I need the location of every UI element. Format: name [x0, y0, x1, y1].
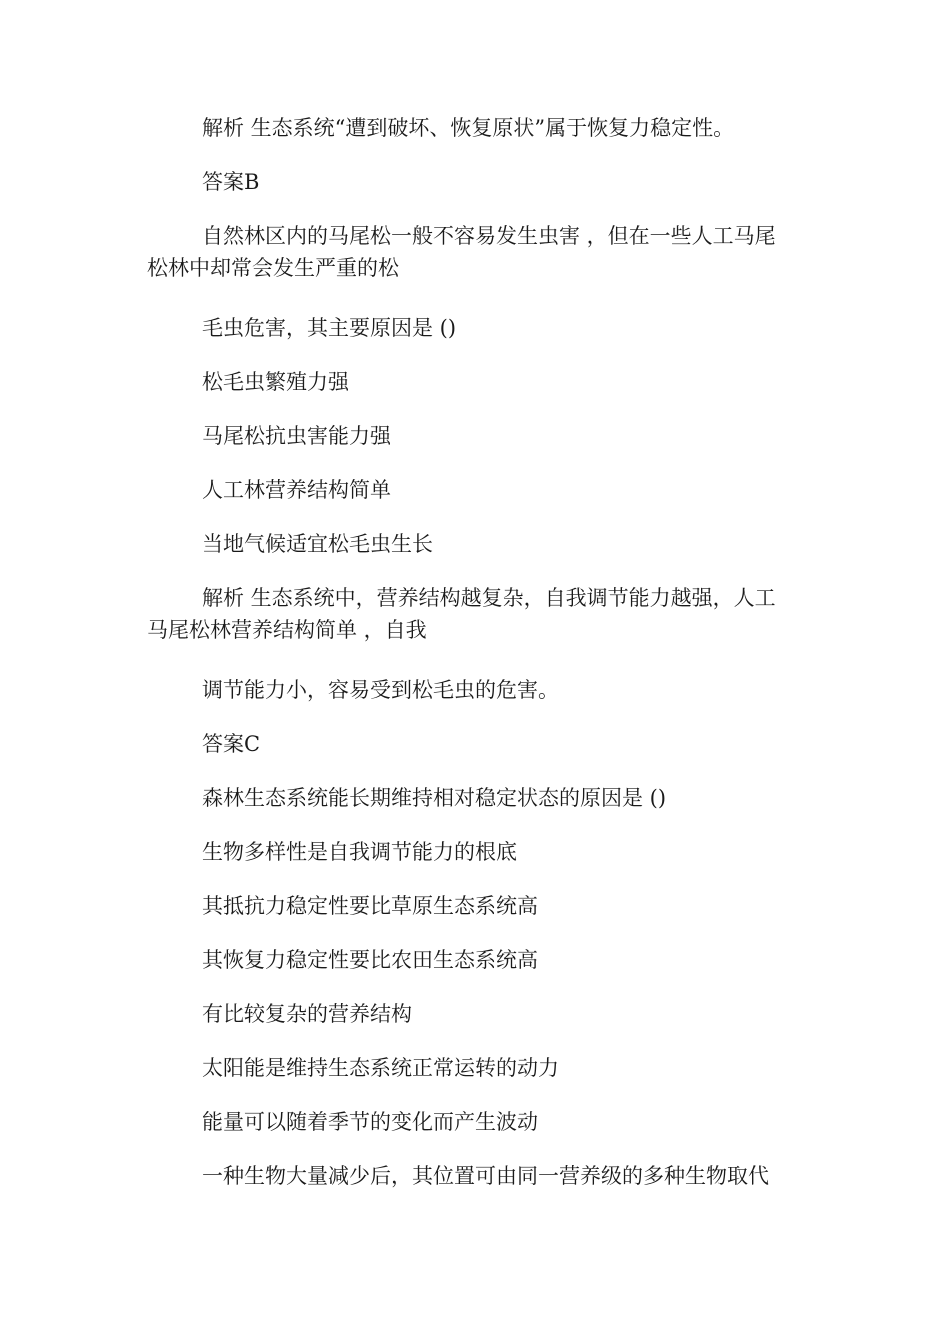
analysis-paragraph-1: 解析 生态系统“遭到破坏、恢复原状”属于恢复力稳定性。 [202, 116, 735, 140]
option-3-7: 一种生物大量减少后，其位置可由同一营养级的多种生物取代 [202, 1164, 769, 1188]
option-3-6: 能量可以随着季节的变化而产生波动 [202, 1110, 538, 1134]
question-2-line-2: 松林中却常会发生严重的松 [147, 256, 399, 280]
question-3: 森林生态系统能长期维持相对稳定状态的原因是 () [202, 786, 667, 810]
analysis-2-line-1: 解析 生态系统中，营养结构越复杂，自我调节能力越强，人工 [202, 586, 776, 610]
option-3-2: 其抵抗力稳定性要比草原生态系统高 [202, 894, 538, 918]
option-3-1: 生物多样性是自我调节能力的根底 [202, 840, 517, 864]
question-2-paragraph [0, 220, 950, 284]
analysis-2-line-2: 马尾松林营养结构简单 ，自我 [147, 618, 427, 642]
option-3-4: 有比较复杂的营养结构 [202, 1002, 412, 1026]
option-3-5: 太阳能是维持生态系统正常运转的动力 [202, 1056, 559, 1080]
question-2-continuation: 毛虫危害，其主要原因是 () [202, 316, 457, 340]
analysis-2-continuation: 调节能力小，容易受到松毛虫的危害。 [202, 678, 559, 702]
answer-1: 答案B [202, 170, 260, 194]
question-2-line-1: 自然林区内的马尾松一般不容易发生虫害 ，但在一些人工马尾 [202, 224, 776, 248]
option-3-3: 其恢复力稳定性要比农田生态系统高 [202, 948, 538, 972]
analysis-paragraph-2 [0, 582, 950, 646]
option-2a: 松毛虫繁殖力强 [202, 370, 349, 394]
answer-2: 答案C [202, 732, 261, 756]
option-2d: 当地气候适宜松毛虫生长 [202, 532, 433, 556]
option-2b: 马尾松抗虫害能力强 [202, 424, 391, 448]
option-2c: 人工林营养结构简单 [202, 478, 391, 502]
